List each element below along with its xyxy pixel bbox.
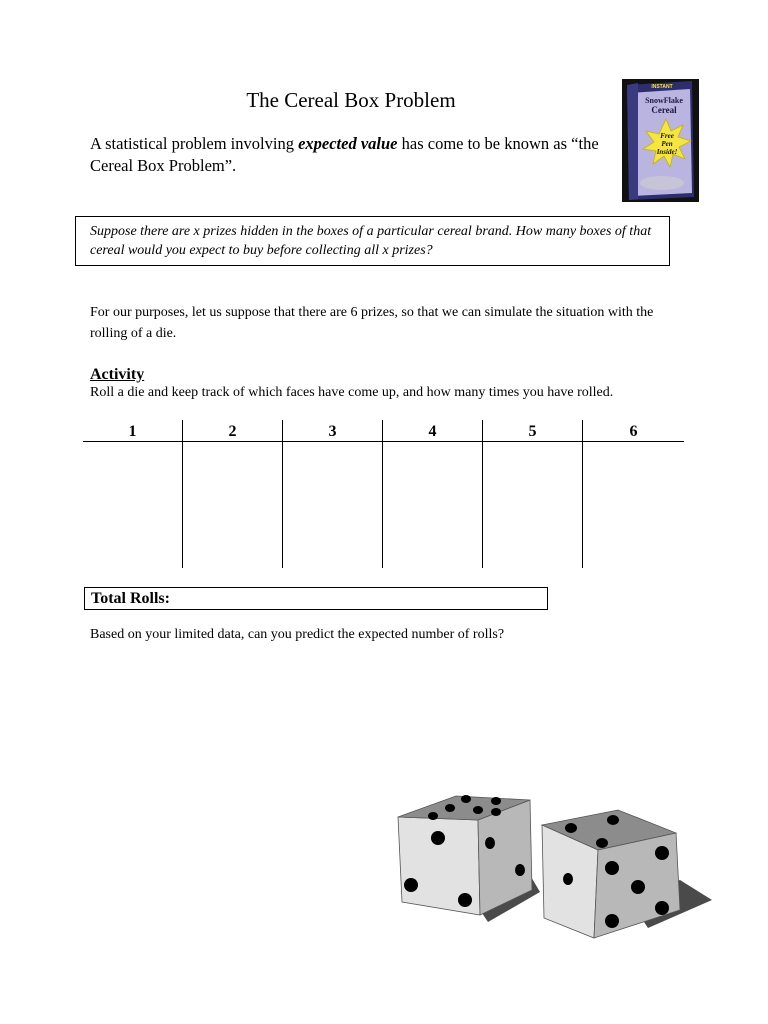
tally-table [83, 420, 684, 568]
prediction-question: Based on your limited data, can you predict the expected number of rolls? [90, 627, 505, 642]
box-brand-text: INSTANT [651, 84, 673, 90]
column-header: 6 [583, 420, 684, 442]
total-rolls-label: Total Rolls: [91, 590, 170, 607]
column-header: 4 [383, 420, 482, 442]
intro-emphasis: expected value [298, 134, 398, 153]
page-title: The Cereal Box Problem [246, 88, 456, 112]
burst-text-2: Pen [661, 140, 673, 148]
box-name-line-2: Cereal [651, 105, 677, 115]
cereal-box-image [622, 79, 699, 202]
tally-column-4[interactable] [383, 420, 483, 568]
total-rolls-field[interactable] [84, 587, 548, 610]
tally-column-6[interactable] [583, 420, 684, 568]
burst-text-1: Free [660, 132, 674, 140]
box-name-line-1: SnowFlake [645, 96, 683, 105]
die-left [398, 795, 532, 915]
column-header: 2 [183, 420, 282, 442]
column-header: 1 [83, 420, 182, 442]
activity-instructions: Roll a die and keep track of which faces have come up, and how many times you have rolled. [90, 385, 614, 400]
intro-text-before: A statistical problem involving [90, 134, 299, 153]
column-header: 5 [483, 420, 582, 442]
column-header: 3 [283, 420, 382, 442]
purpose-paragraph: For our purposes, let us suppose that there are 6 prizes, so that we can simulate the situation with the rolling of a die. [90, 305, 654, 341]
burst-text-3: Inside! [656, 148, 678, 156]
activity-heading: Activity [90, 366, 145, 383]
intro-text-after: has come to be known as “the Cereal Box Problem”. [90, 134, 599, 175]
tally-column-3[interactable] [283, 420, 383, 568]
tally-column-5[interactable] [483, 420, 583, 568]
dice-image [390, 780, 720, 945]
intro-paragraph [90, 133, 615, 177]
tally-column-2[interactable] [183, 420, 283, 568]
question-box: Suppose there are x prizes hidden in the boxes of a particular cereal brand. How many boxes of that cereal would you expect to buy before collecting all x prizes? [75, 216, 670, 266]
tally-column-1[interactable] [83, 420, 183, 568]
